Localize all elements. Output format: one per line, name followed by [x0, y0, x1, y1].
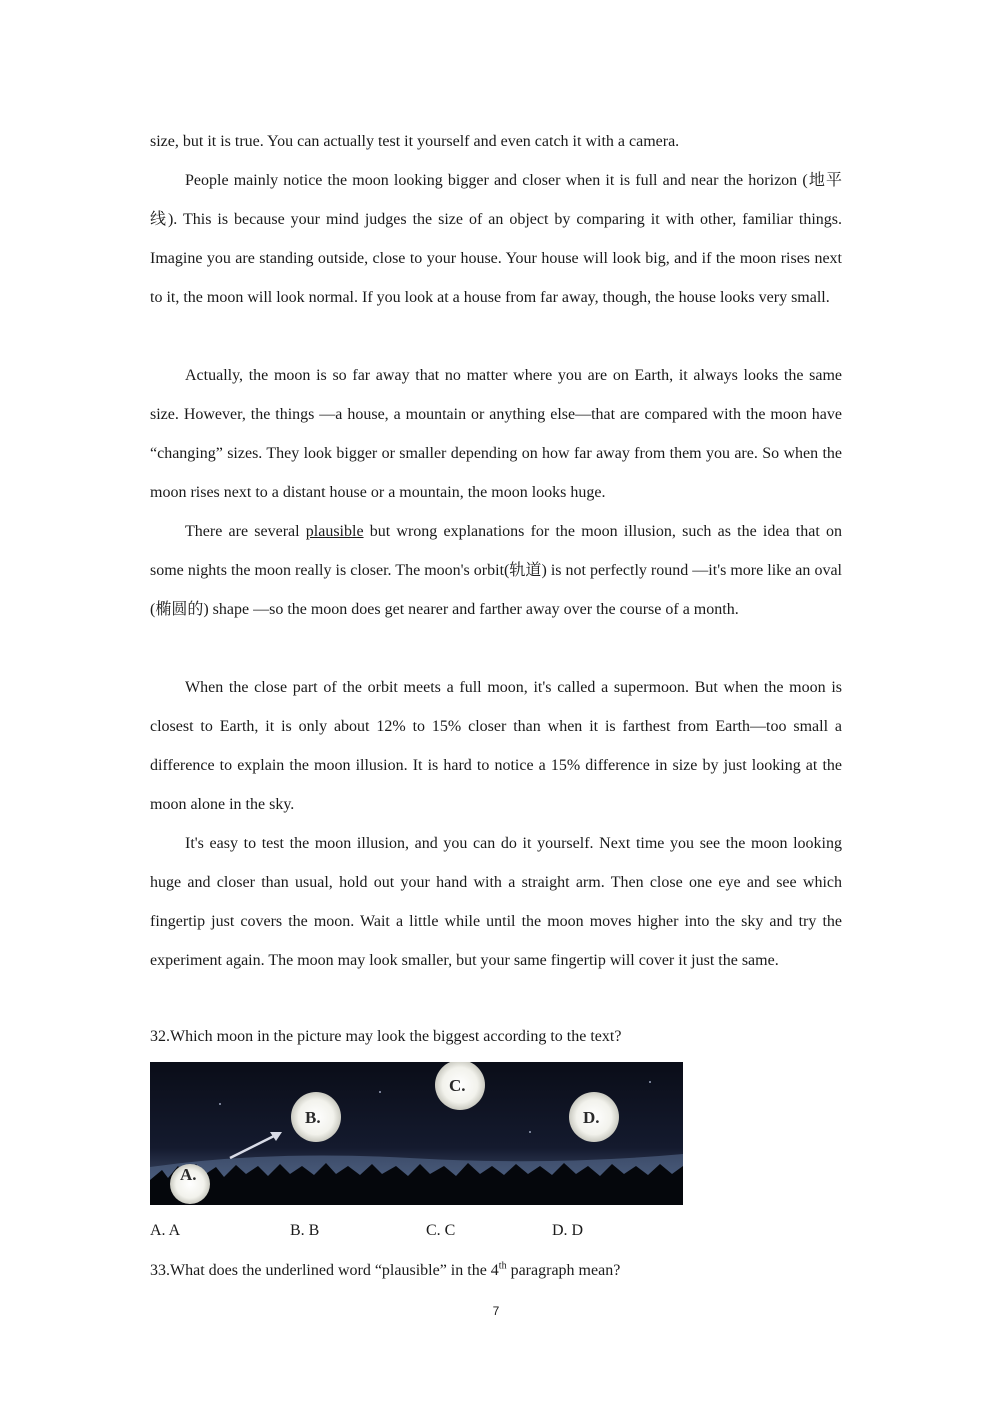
- moon-c: [435, 1062, 485, 1110]
- option-b[interactable]: B. B: [290, 1222, 320, 1239]
- passage-paragraph-4: When the close part of the orbit meets a full moon, it's called a supermoon. But when the moon is closest to Earth, it is only about 12% to 15% closer than when it is farthest from Earth—too small a difference to explain the moon illusion. It is hard to notice a 15% difference in size by just looking at the moon alone in the sky.: [150, 679, 842, 814]
- passage-paragraph-5: It's easy to test the moon illusion, and you can do it yourself. Next time you see the moon looking huge and closer than usual, hold out your hand with a straight arm. Then close one eye and see which fingertip just covers the moon. Wait a little while until the moon moves higher into the sky and try the experiment again. The moon may look smaller, but your same fingertip will cover it just the same.: [150, 835, 842, 970]
- question-33-end: paragraph mean?: [506, 1262, 621, 1279]
- passage-paragraph-2: Actually, the moon is so far away that no matter where you are on Earth, it always looks the same size. However, the things —a house, a mountain or anything else—that are compared with the moon have “changing” sizes. They look bigger or smaller depending on how far away from them you are. So when the moon rises next to a distant house or a mountain, the moon looks huge.: [150, 367, 842, 502]
- question-32: 32.Which moon in the picture may look the biggest according to the text?: [150, 1028, 622, 1045]
- question-33: [150, 1262, 620, 1280]
- passage-paragraph-1: People mainly notice the moon looking bigger and closer when it is full and near the horizon (地平线). This is because your mind judges the size of an object by comparing it with other, familiar things. Imagine you are standing outside, close to your house. Your house will look big, and if the moon rises next to it, the moon will look normal. If you look at a house from far away, though, the house looks very small.: [150, 172, 842, 307]
- moon-b-label: B.: [305, 1108, 321, 1127]
- moon-illusion-picture: [150, 1062, 683, 1205]
- underlined-word: plausible: [305, 523, 364, 540]
- moon-a: [170, 1164, 210, 1204]
- option-d[interactable]: D. D: [552, 1222, 584, 1239]
- passage-paragraph-0: size, but it is true. You can actually test it yourself and even catch it with a camera.: [150, 133, 680, 150]
- night-sky-illustration: [150, 1062, 683, 1205]
- ordinal-suffix: th: [498, 1260, 507, 1272]
- moon-a-label: A.: [180, 1165, 197, 1184]
- passage-paragraph-3: [150, 512, 842, 629]
- page-number: 7: [492, 1304, 500, 1318]
- question-33-start: 33.What does the underlined word “plausible” in the 4: [150, 1262, 499, 1279]
- moon-d-label: D.: [583, 1108, 600, 1127]
- paragraph-3-rest: but wrong explanations for the moon illusion, such as the idea that on some nights the moon really is closer. The moon's orbit(轨道) is not perfectly round —it's more like an oval (椭圆的) shape —so the moon does get nearer and farther away over the course of a month.: [150, 523, 842, 619]
- option-c[interactable]: C. C: [426, 1222, 456, 1239]
- moon-c-label: C.: [449, 1076, 466, 1095]
- moon-d: [569, 1092, 619, 1142]
- option-a[interactable]: A. A: [150, 1222, 181, 1239]
- paragraph-3-start: There are several: [185, 523, 306, 540]
- moon-b: [291, 1092, 341, 1142]
